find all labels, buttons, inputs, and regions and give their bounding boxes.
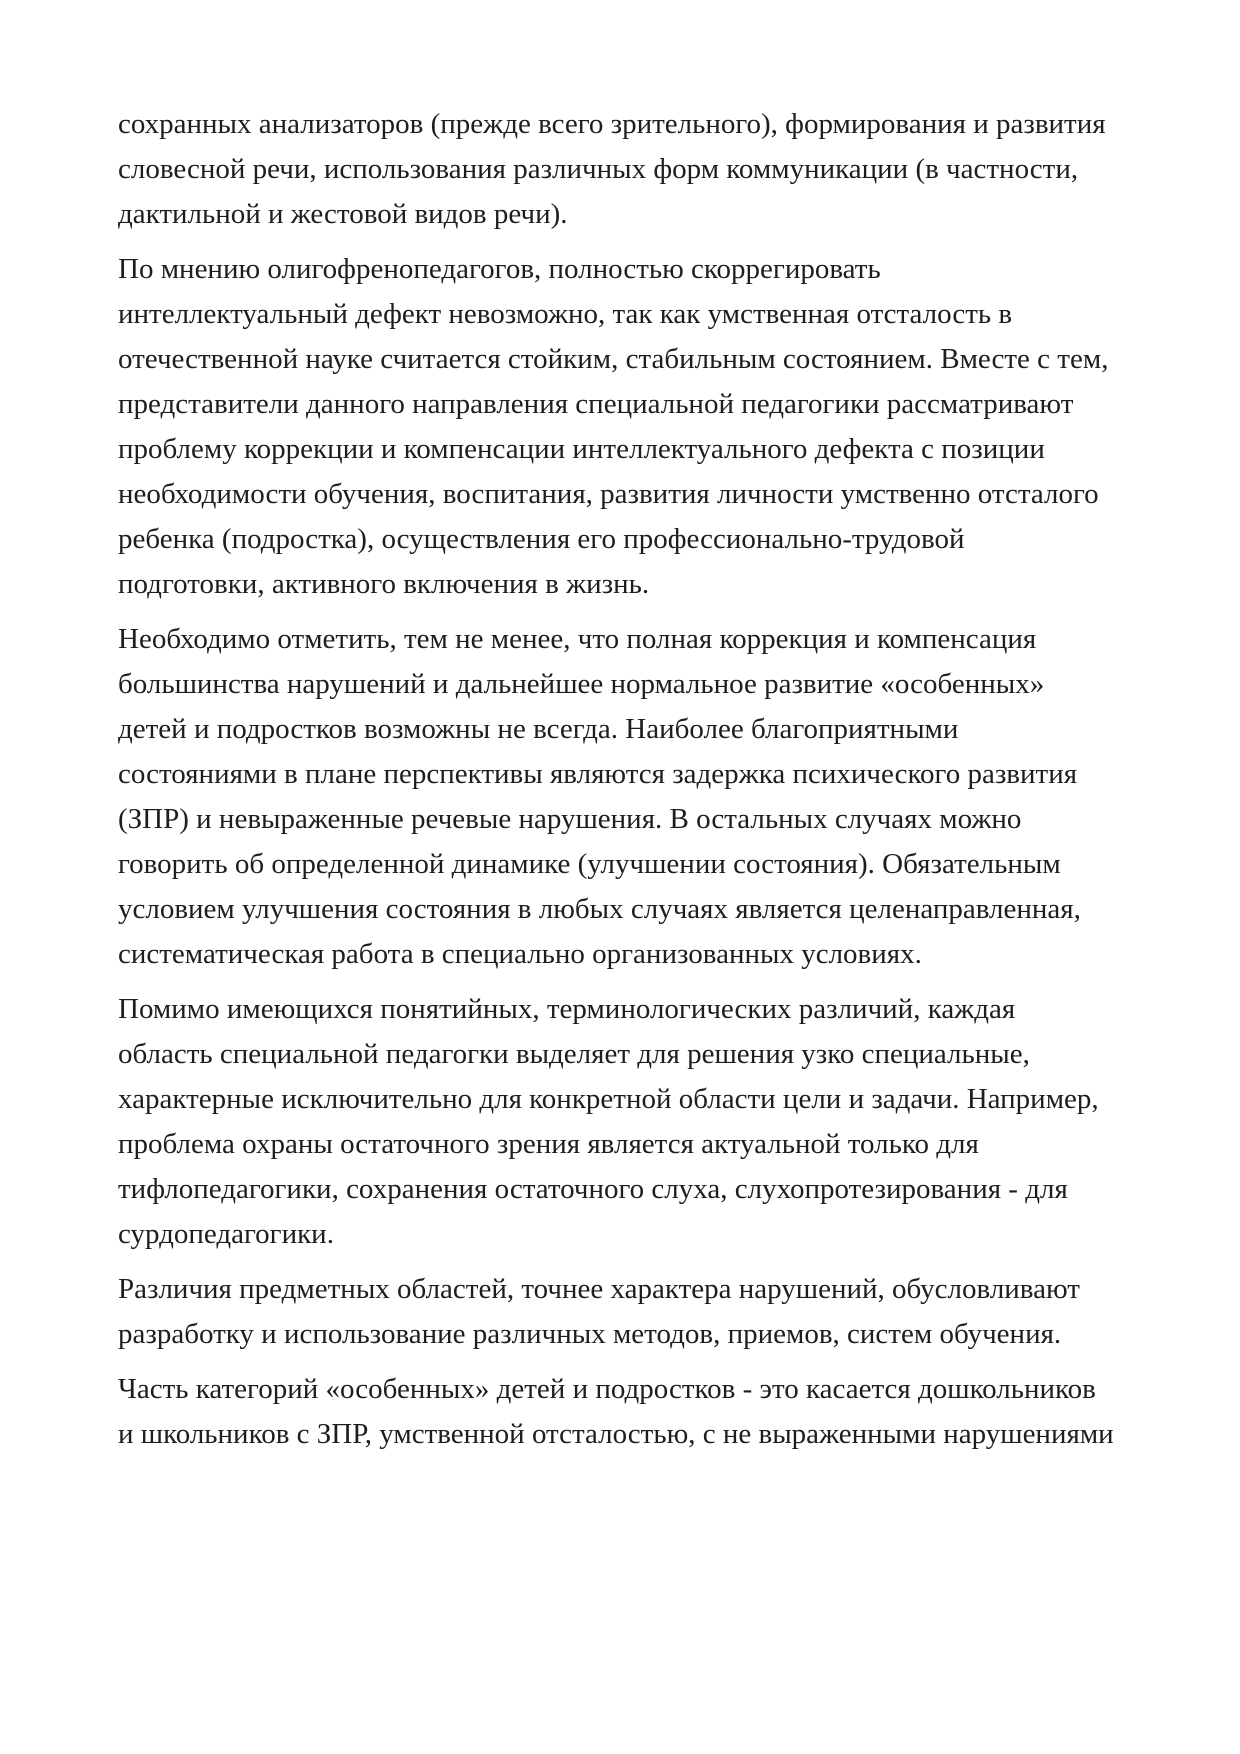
text-line: сохранных анализаторов (прежде всего зрительного), формирования и развития xyxy=(118,108,1106,140)
text-line: Часть категорий «особенных» детей и подростков - это касается дошкольников xyxy=(118,1373,1096,1405)
text-line: детей и подростков возможны не всегда. Наиболее благоприятными xyxy=(118,713,959,745)
text-line: состояниями в плане перспективы являются задержка психического развития xyxy=(118,758,1078,790)
text-line: Различия предметных областей, точнее характера нарушений, обусловливают xyxy=(118,1273,1080,1305)
text-line: ребенка (подростка), осуществления его профессионально-трудовой xyxy=(118,523,965,555)
text-line: необходимости обучения, воспитания, развития личности умственно отсталого xyxy=(118,478,1099,510)
text-line: условием улучшения состояния в любых случаях является целенаправленная, xyxy=(118,893,1081,925)
text-line: систематическая работа в специально организованных условиях. xyxy=(118,938,922,970)
text-line: проблема охраны остаточного зрения является актуальной только для xyxy=(118,1128,979,1160)
text-line: Необходимо отметить, тем не менее, что полная коррекция и компенсация xyxy=(118,623,1037,655)
text-line: (ЗПР) и невыраженные речевые нарушения. В остальных случаях можно xyxy=(118,803,1022,835)
text-line: представители данного направления специальной педагогики рассматривают xyxy=(118,388,1074,420)
text-line: область специальной педагогки выделяет для решения узко специальные, xyxy=(118,1038,1030,1070)
text-line: сурдопедагогики. xyxy=(118,1218,334,1250)
text-line: подготовки, активного включения в жизнь. xyxy=(118,568,650,600)
text-line: Помимо имеющихся понятийных, терминологических различий, каждая xyxy=(118,993,1016,1025)
text-line: По мнению олигофренопедагогов, полностью скоррегировать xyxy=(118,253,881,285)
text-line: большинства нарушений и дальнейшее нормальное развитие «особенных» xyxy=(118,668,1045,700)
text-line: отечественной науке считается стойким, стабильным состоянием. Вместе с тем, xyxy=(118,343,1109,375)
text-line: разработку и использование различных методов, приемов, систем обучения. xyxy=(118,1318,1062,1350)
text-line: говорить об определенной динамике (улучшении состояния). Обязательным xyxy=(118,848,1061,880)
text-line: и школьников с ЗПР, умственной отсталостью, с не выраженными нарушениями xyxy=(118,1418,1114,1450)
text-line: дактильной и жестовой видов речи). xyxy=(118,198,568,230)
text-line: тифлопедагогики, сохранения остаточного слуха, слухопротезирования - для xyxy=(118,1173,1068,1205)
text-line: проблему коррекции и компенсации интеллектуального дефекта с позиции xyxy=(118,433,1045,465)
text-line: интеллектуальный дефект невозможно, так как умственная отсталость в xyxy=(118,298,1013,330)
text-line: словесной речи, использования различных форм коммуникации (в частности, xyxy=(118,153,1079,185)
text-line: характерные исключительно для конкретной области цели и задачи. Например, xyxy=(118,1083,1099,1115)
